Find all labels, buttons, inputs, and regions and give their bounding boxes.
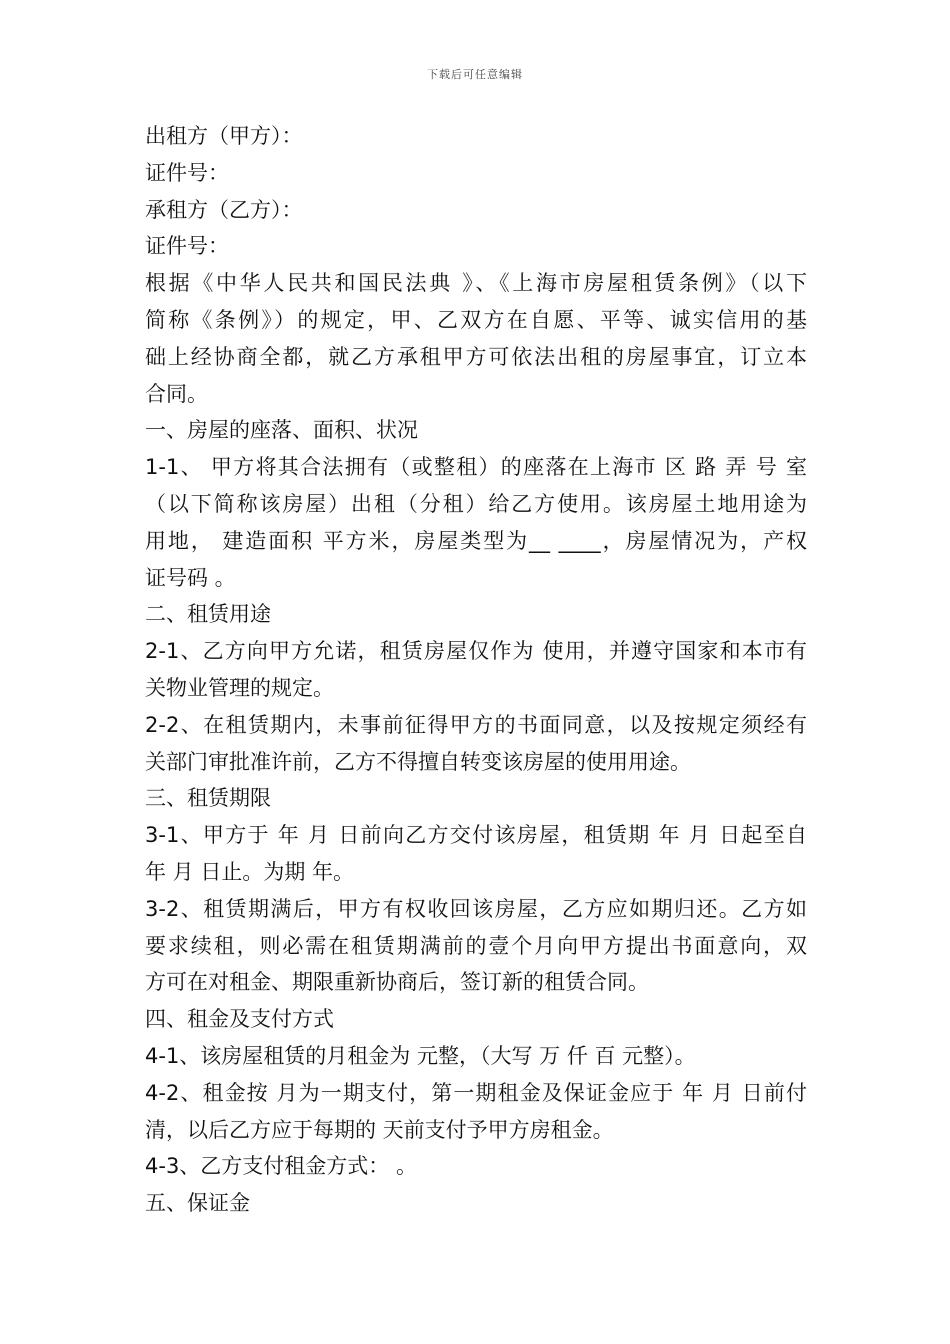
- text-line: 4-2、租金按 月为一期支付，第一期租金及保证金应于 年 月 日前付: [145, 1080, 807, 1105]
- text-line: 3-2、租赁期满后，甲方有权收回该房屋，乙方应如期归还。乙方如: [145, 896, 807, 921]
- text-line: 清，以后乙方应于每期的 天前支付予甲方房租金。: [145, 1117, 614, 1142]
- section-heading: 三、租赁期限: [145, 786, 271, 811]
- text-line: 2-1、乙方向甲方允诺，租赁房屋仅作为 使用，并遵守国家和本市有: [145, 639, 807, 664]
- text-line: 1-1、 甲方将其合法拥有（或整租）的座落在上海市 区 路 弄 号 室: [145, 455, 807, 480]
- section-heading: 四、租金及支付方式: [145, 1007, 334, 1032]
- section-heading: 一、房屋的座落、面积、状况: [145, 418, 418, 443]
- text-line: 年 月 日止。为期 年。: [145, 859, 355, 884]
- text-line: 础上经协商全都，就乙方承租甲方可依法出租的房屋事宜，订立本: [145, 344, 807, 369]
- text-line: 证件号：: [145, 234, 229, 259]
- section-heading: 二、租赁用途: [145, 602, 271, 627]
- text-line: 简称《条例》）的规定，甲、乙双方在自愿、平等、诚实信用的基: [145, 307, 807, 332]
- text-line: 用地， 建造面积 平方米，房屋类型为__ ____，房屋情况为，产权: [145, 528, 807, 553]
- text-line: 方可在对租金、期限重新协商后，签订新的租赁合同。: [145, 970, 649, 995]
- text-line: 合同。: [145, 381, 208, 406]
- text-line: 3-1、甲方于 年 月 日前向乙方交付该房屋，租赁期 年 月 日起至自: [145, 823, 807, 848]
- text-line: 出租方（甲方）：: [145, 124, 303, 148]
- text-line: （以下简称该房屋）出租（分租）给乙方使用。该房屋土地用途为: [145, 491, 807, 516]
- text-line: 证件号：: [145, 160, 229, 185]
- text-line: 关物业管理的规定。: [145, 675, 334, 700]
- text-line: 根据《中华人民共和国民法典 》、《上海市房屋租赁条例》（以下: [145, 271, 807, 296]
- text-line: 要求续租，则必需在租赁期满前的壹个月向甲方提出书面意向，双: [145, 933, 807, 958]
- text-line: 4-3、乙方支付租金方式： 。: [145, 1154, 417, 1179]
- text-line: 关部门审批准许前，乙方不得擅自转变该房屋的使用用途。: [145, 749, 691, 774]
- text-line: 证号码 。: [145, 565, 236, 590]
- document-body: [145, 118, 807, 1222]
- text-line: 4-1、该房屋租赁的月租金为 元整，（大写 万 仟 百 元整）。: [145, 1043, 696, 1068]
- text-line: 承租方（乙方）：: [145, 197, 303, 222]
- page-header: 下载后可任意编辑: [427, 68, 523, 81]
- text-line: 2-2、在租赁期内，未事前征得甲方的书面同意，以及按规定须经有: [145, 712, 807, 737]
- section-heading: 五、保证金: [145, 1191, 250, 1216]
